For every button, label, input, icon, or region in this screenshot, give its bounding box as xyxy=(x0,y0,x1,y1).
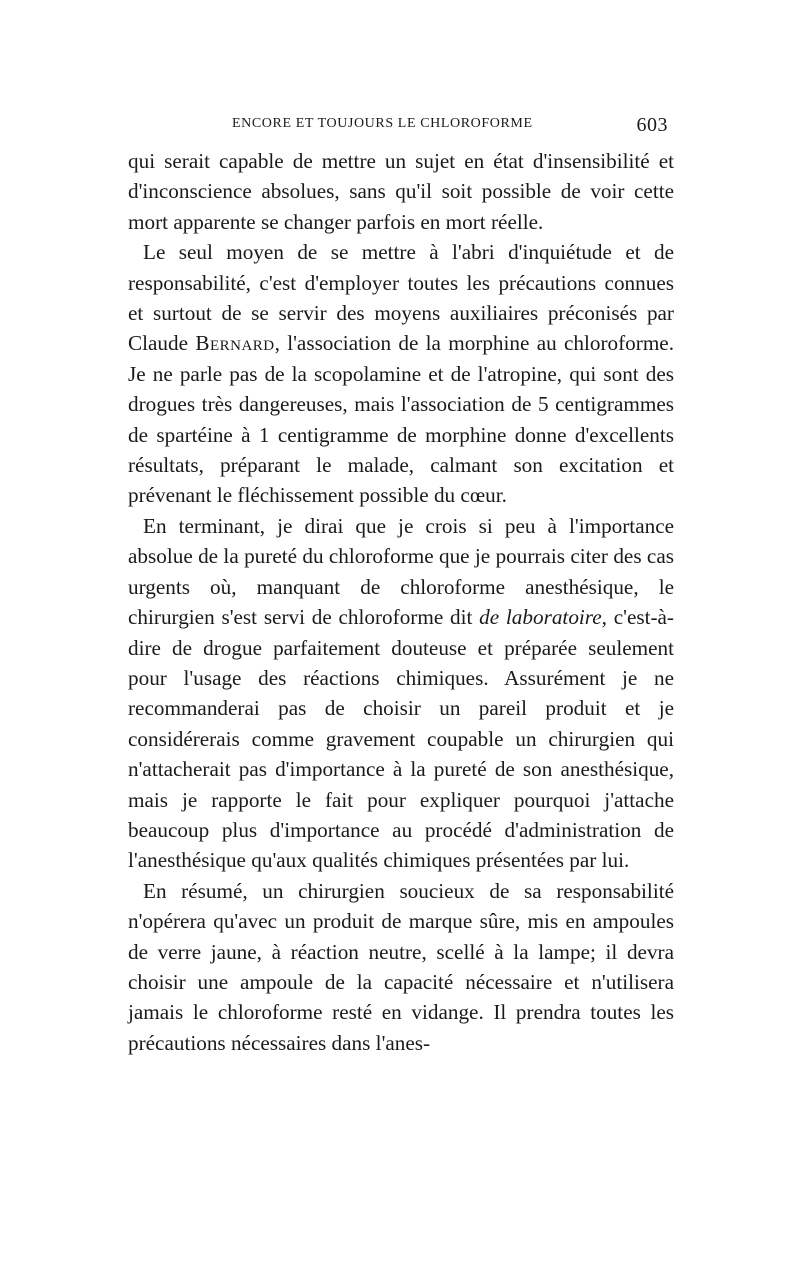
paragraph-2-part-b: , l'association de la morphine au chloroforme. Je ne parle pas de la scopolamine et de l'atropine, qui sont des drogues très dangereuses, mais l'association de 5 centigrammes de spartéine à 1 centigramme de morphine donne d'excellents résultats, préparant le malade, calmant son excitation et prévenant le fléchissement possible du cœur. xyxy=(128,331,674,508)
page-number: 603 xyxy=(636,114,668,136)
paragraph-1: qui serait capable de mettre un sujet en état d'insensibilité et d'inconscience absolues, sans qu'il soit possible de voir cette mort apparente se changer parfois en mort réelle. xyxy=(128,149,674,234)
italic-phrase: de laboratoire xyxy=(479,605,602,630)
paragraph-3 xyxy=(128,511,674,876)
paragraph-4: En résumé, un chirurgien soucieux de sa responsabilité n'opérera qu'avec un produit de marque sûre, mis en ampoules de verre jaune, à réaction neutre, scellé à la lampe; il devra choisir une ampoule de la capacité nécessaire et n'utilisera jamais le chloroforme resté en vidange. Il prendra toutes les précautions nécessaires dans l'anes- xyxy=(128,878,674,1055)
paragraph-3-part-a: En terminant, je dirai que je crois si peu à l'importance absolue de la pureté du chloroforme que je pourrais citer des cas urgents où, manquant de chloroforme anesthésique, le chirurgien s'est servi de chloroforme dit xyxy=(128,513,674,630)
paragraph-2-part-a: Le seul moyen de se mettre à l'abri d'inquiétude et de responsabilité, c'est d'employer toutes les précautions connues et surtout de se servir des moyens auxiliaires préconisés par Claude xyxy=(128,240,674,356)
paragraph-2 xyxy=(128,237,674,511)
running-head xyxy=(132,116,672,140)
author-name: Bernard xyxy=(195,331,275,356)
paragraph-3-part-b: , c'est-à-dire de drogue parfaitement douteuse et préparée seulement pour l'usage des réactions chimiques. Assurément je ne recommanderai pas de choisir un pareil produit et je considérerais comme gravement coupable un chirurgien qui n'attacherait pas d'importance à la pureté de son anesthésique, mais je rapporte le fait pour expliquer pourquoi j'attache beaucoup plus d'importance au procédé d'administration de l'anesthésique qu'aux qualités chimiques présentées par lui. xyxy=(128,605,674,873)
body-text xyxy=(128,146,674,1058)
running-title: ENCORE ET TOUJOURS LE CHLOROFORME xyxy=(232,116,533,131)
